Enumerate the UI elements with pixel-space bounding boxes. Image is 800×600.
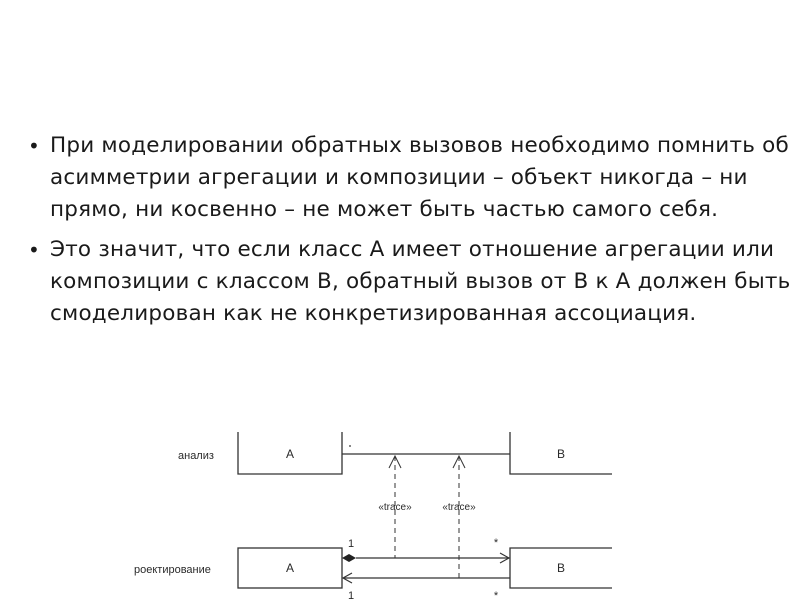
row-label-design: роектирование bbox=[134, 564, 211, 576]
bullet-marker: • bbox=[28, 134, 40, 158]
association-mark-dot bbox=[349, 445, 351, 447]
bullet-list bbox=[28, 130, 793, 338]
composition-diamond-icon bbox=[342, 554, 356, 562]
bullet-marker: • bbox=[28, 238, 40, 262]
multiplicity-b-top: * bbox=[493, 537, 499, 549]
trace-label-2: «trace» bbox=[442, 502, 476, 513]
multiplicity-a-top: 1 bbox=[347, 538, 355, 550]
class-a-design-label: A bbox=[285, 561, 295, 575]
multiplicity-a-bottom: 1 bbox=[347, 590, 355, 600]
multiplicity-b-bottom: * bbox=[493, 590, 499, 600]
bullet-text: При моделировании обратных вызовов необходимо помнить об асимметрии агрегации и композиции – объект никогда – ни прямо, ни косвенно – не может быть частью самого себя. bbox=[50, 133, 789, 222]
bullet-item bbox=[28, 130, 793, 226]
trace-label-1: «trace» bbox=[378, 502, 412, 513]
class-b-analysis-label: B bbox=[556, 447, 566, 461]
bullet-item bbox=[28, 234, 793, 330]
row-label-analysis: анализ bbox=[178, 450, 214, 462]
class-a-analysis-label: A bbox=[285, 447, 295, 461]
uml-diagram bbox=[120, 432, 620, 600]
class-b-design-label: B bbox=[556, 561, 566, 575]
bullet-text: Это значит, что если класс А имеет отношение агрегации или композиции с классом В, обратный вызов от В к А должен быть смоделирован как не конкретизированная ассоциация. bbox=[50, 237, 791, 326]
